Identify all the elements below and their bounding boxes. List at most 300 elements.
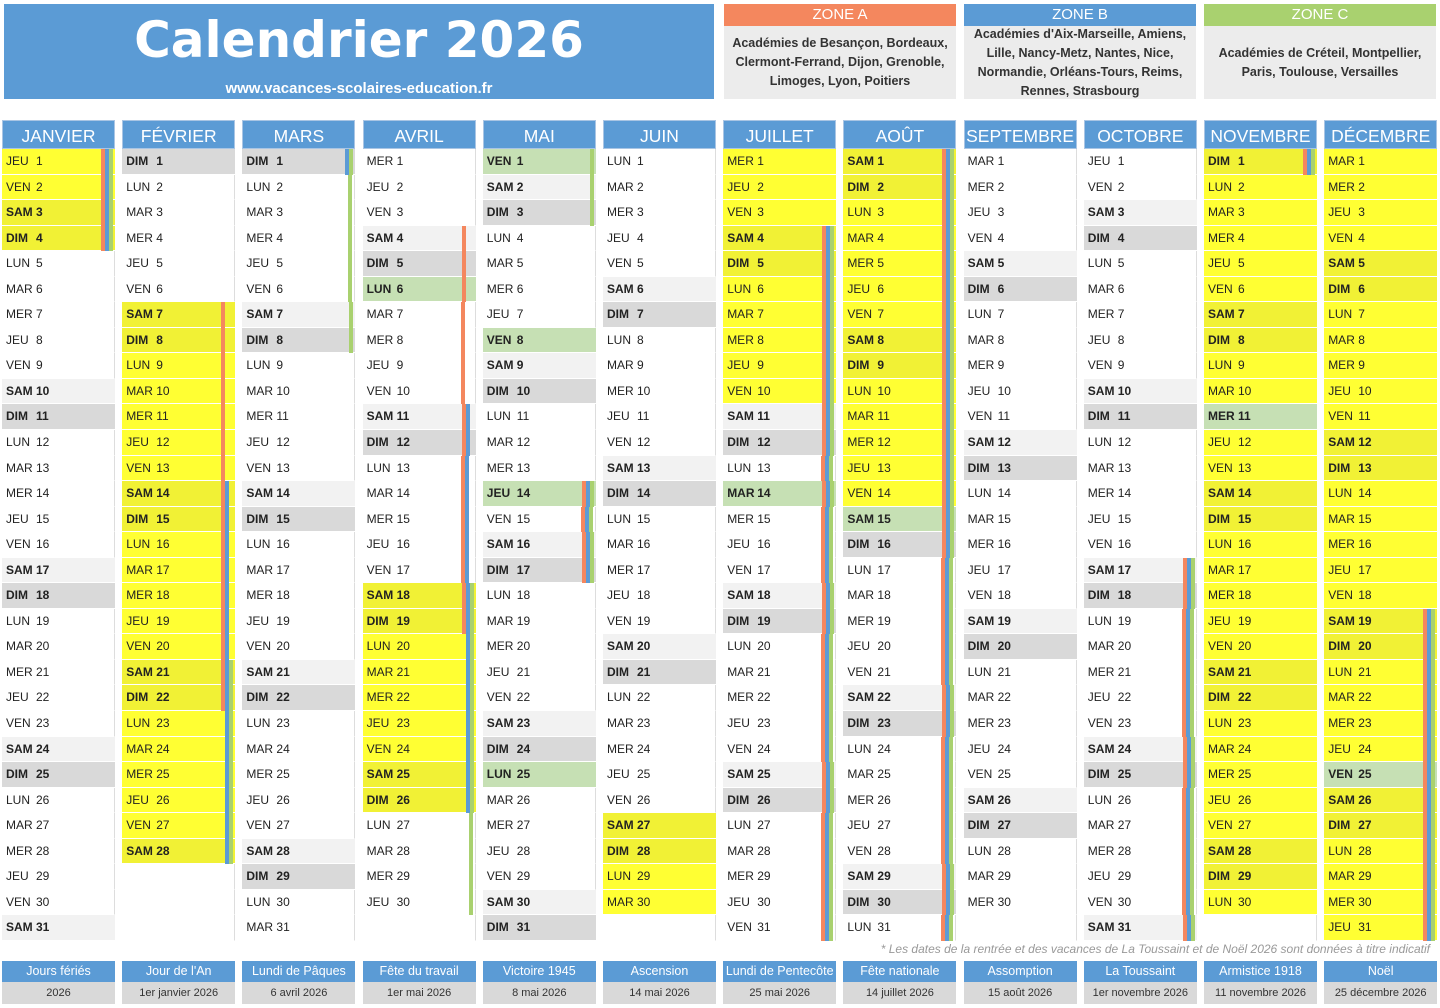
day-cell[interactable]	[603, 251, 716, 277]
day-cell[interactable]	[1324, 175, 1437, 201]
day-cell[interactable]	[1324, 481, 1437, 507]
day-cell[interactable]	[843, 175, 956, 201]
day-cell[interactable]	[1324, 634, 1437, 660]
day-cell[interactable]	[723, 404, 836, 430]
day-cell[interactable]	[964, 456, 1077, 482]
day-cell[interactable]	[1204, 711, 1317, 737]
day-cell[interactable]	[1324, 430, 1437, 456]
day-cell[interactable]	[1084, 430, 1197, 456]
day-cell[interactable]	[122, 277, 235, 303]
day-cell[interactable]	[843, 328, 956, 354]
day-cell[interactable]	[603, 864, 716, 890]
day-cell[interactable]	[122, 660, 235, 686]
day-cell[interactable]	[483, 660, 596, 686]
day-cell[interactable]	[1324, 302, 1437, 328]
day-cell[interactable]	[1324, 890, 1437, 916]
day-cell[interactable]	[1204, 175, 1317, 201]
day-cell[interactable]	[1084, 481, 1197, 507]
day-cell[interactable]	[122, 481, 235, 507]
day-cell[interactable]	[1084, 813, 1197, 839]
day-cell[interactable]	[1084, 175, 1197, 201]
day-cell[interactable]	[1204, 277, 1317, 303]
day-cell[interactable]	[363, 583, 476, 609]
day-cell[interactable]	[843, 839, 956, 865]
day-cell[interactable]	[843, 685, 956, 711]
day-cell[interactable]	[1324, 711, 1437, 737]
day-cell[interactable]	[483, 558, 596, 584]
day-cell[interactable]	[1084, 507, 1197, 533]
day-cell[interactable]	[843, 226, 956, 252]
day-cell[interactable]	[1204, 634, 1317, 660]
day-cell[interactable]	[2, 685, 115, 711]
day-cell[interactable]	[723, 430, 836, 456]
day-cell[interactable]	[122, 609, 235, 635]
day-cell[interactable]	[363, 813, 476, 839]
day-cell[interactable]	[1084, 634, 1197, 660]
day-cell[interactable]	[1324, 864, 1437, 890]
day-cell[interactable]	[964, 404, 1077, 430]
day-cell[interactable]	[603, 762, 716, 788]
day-cell[interactable]	[242, 915, 355, 941]
day-cell[interactable]	[122, 226, 235, 252]
day-cell[interactable]	[2, 507, 115, 533]
day-cell[interactable]	[1324, 532, 1437, 558]
day-cell[interactable]	[723, 864, 836, 890]
day-cell[interactable]	[964, 558, 1077, 584]
day-cell[interactable]	[242, 737, 355, 763]
day-cell[interactable]	[122, 685, 235, 711]
day-cell[interactable]	[363, 149, 476, 175]
day-cell[interactable]	[1204, 328, 1317, 354]
day-cell[interactable]	[843, 634, 956, 660]
day-cell[interactable]	[603, 711, 716, 737]
day-cell[interactable]	[1324, 277, 1437, 303]
day-cell[interactable]	[483, 251, 596, 277]
day-cell[interactable]	[723, 175, 836, 201]
day-cell[interactable]	[1324, 813, 1437, 839]
day-cell[interactable]	[1204, 609, 1317, 635]
day-cell[interactable]	[964, 328, 1077, 354]
day-cell[interactable]	[1324, 685, 1437, 711]
day-cell[interactable]	[363, 864, 476, 890]
day-cell[interactable]	[242, 149, 355, 175]
day-cell[interactable]	[1204, 404, 1317, 430]
day-cell[interactable]	[122, 839, 235, 865]
day-cell[interactable]	[2, 762, 115, 788]
day-cell[interactable]	[122, 404, 235, 430]
day-cell[interactable]	[483, 430, 596, 456]
day-cell[interactable]	[723, 660, 836, 686]
day-cell[interactable]	[964, 251, 1077, 277]
day-cell[interactable]	[843, 251, 956, 277]
day-cell[interactable]	[1084, 302, 1197, 328]
day-cell[interactable]	[1084, 532, 1197, 558]
day-cell[interactable]	[242, 609, 355, 635]
day-cell[interactable]	[242, 251, 355, 277]
day-cell[interactable]	[483, 583, 596, 609]
day-cell[interactable]	[603, 379, 716, 405]
day-cell[interactable]	[603, 890, 716, 916]
day-cell[interactable]	[843, 737, 956, 763]
day-cell[interactable]	[1204, 583, 1317, 609]
day-cell[interactable]	[723, 302, 836, 328]
day-cell[interactable]	[1324, 762, 1437, 788]
day-cell[interactable]	[242, 762, 355, 788]
day-cell[interactable]	[363, 660, 476, 686]
day-cell[interactable]	[723, 251, 836, 277]
day-cell[interactable]	[242, 277, 355, 303]
day-cell[interactable]	[483, 481, 596, 507]
day-cell[interactable]	[603, 813, 716, 839]
day-cell[interactable]	[964, 481, 1077, 507]
day-cell[interactable]	[723, 890, 836, 916]
day-cell[interactable]	[483, 404, 596, 430]
day-cell[interactable]	[2, 456, 115, 482]
day-cell[interactable]	[843, 277, 956, 303]
day-cell[interactable]	[363, 839, 476, 865]
day-cell[interactable]	[964, 379, 1077, 405]
day-cell[interactable]	[964, 762, 1077, 788]
day-cell[interactable]	[363, 481, 476, 507]
day-cell[interactable]	[2, 404, 115, 430]
day-cell[interactable]	[964, 532, 1077, 558]
day-cell[interactable]	[603, 839, 716, 865]
day-cell[interactable]	[1204, 839, 1317, 865]
day-cell[interactable]	[363, 175, 476, 201]
day-cell[interactable]	[1084, 660, 1197, 686]
day-cell[interactable]	[242, 353, 355, 379]
day-cell[interactable]	[242, 532, 355, 558]
day-cell[interactable]	[483, 149, 596, 175]
day-cell[interactable]	[242, 788, 355, 814]
day-cell[interactable]	[964, 175, 1077, 201]
day-cell[interactable]	[122, 302, 235, 328]
day-cell[interactable]	[122, 737, 235, 763]
day-cell[interactable]	[843, 456, 956, 482]
day-cell[interactable]	[2, 532, 115, 558]
day-cell[interactable]	[363, 558, 476, 584]
day-cell[interactable]	[1084, 558, 1197, 584]
day-cell[interactable]	[363, 430, 476, 456]
day-cell[interactable]	[483, 277, 596, 303]
day-cell[interactable]	[1204, 456, 1317, 482]
day-cell[interactable]	[1324, 737, 1437, 763]
day-cell[interactable]	[603, 226, 716, 252]
day-cell[interactable]	[1324, 507, 1437, 533]
day-cell[interactable]	[483, 456, 596, 482]
day-cell[interactable]	[603, 200, 716, 226]
day-cell[interactable]	[843, 813, 956, 839]
day-cell[interactable]	[1084, 404, 1197, 430]
day-cell[interactable]	[1324, 839, 1437, 865]
day-cell[interactable]	[964, 200, 1077, 226]
day-cell[interactable]	[2, 379, 115, 405]
day-cell[interactable]	[964, 609, 1077, 635]
day-cell[interactable]	[242, 583, 355, 609]
day-cell[interactable]	[2, 481, 115, 507]
day-cell[interactable]	[363, 302, 476, 328]
day-cell[interactable]	[2, 302, 115, 328]
day-cell[interactable]	[1084, 583, 1197, 609]
day-cell[interactable]	[483, 737, 596, 763]
day-cell[interactable]	[1324, 200, 1437, 226]
day-cell[interactable]	[2, 353, 115, 379]
day-cell[interactable]	[242, 302, 355, 328]
day-cell[interactable]	[603, 175, 716, 201]
day-cell[interactable]	[2, 711, 115, 737]
day-cell[interactable]	[122, 532, 235, 558]
day-cell[interactable]	[603, 532, 716, 558]
day-cell[interactable]	[483, 634, 596, 660]
day-cell[interactable]	[723, 353, 836, 379]
day-cell[interactable]	[603, 685, 716, 711]
day-cell[interactable]	[723, 456, 836, 482]
day-cell[interactable]	[483, 507, 596, 533]
day-cell[interactable]	[723, 558, 836, 584]
day-cell[interactable]	[1084, 328, 1197, 354]
day-cell[interactable]	[363, 328, 476, 354]
day-cell[interactable]	[1204, 200, 1317, 226]
day-cell[interactable]	[1204, 481, 1317, 507]
day-cell[interactable]	[1084, 379, 1197, 405]
day-cell[interactable]	[1324, 379, 1437, 405]
day-cell[interactable]	[1204, 149, 1317, 175]
day-cell[interactable]	[242, 558, 355, 584]
day-cell[interactable]	[964, 634, 1077, 660]
day-cell[interactable]	[1204, 302, 1317, 328]
day-cell[interactable]	[723, 813, 836, 839]
day-cell[interactable]	[2, 328, 115, 354]
day-cell[interactable]	[483, 864, 596, 890]
day-cell[interactable]	[603, 277, 716, 303]
day-cell[interactable]	[2, 226, 115, 252]
website-link[interactable]: www.vacances-scolaires-education.fr	[225, 80, 493, 97]
day-cell[interactable]	[723, 328, 836, 354]
day-cell[interactable]	[603, 302, 716, 328]
day-cell[interactable]	[122, 379, 235, 405]
day-cell[interactable]	[603, 481, 716, 507]
day-cell[interactable]	[603, 737, 716, 763]
day-cell[interactable]	[483, 839, 596, 865]
day-cell[interactable]	[964, 353, 1077, 379]
day-cell[interactable]	[843, 660, 956, 686]
day-cell[interactable]	[843, 609, 956, 635]
day-cell[interactable]	[1324, 226, 1437, 252]
day-cell[interactable]	[964, 149, 1077, 175]
day-cell[interactable]	[122, 711, 235, 737]
day-cell[interactable]	[122, 583, 235, 609]
day-cell[interactable]	[723, 583, 836, 609]
day-cell[interactable]	[1204, 558, 1317, 584]
day-cell[interactable]	[723, 149, 836, 175]
day-cell[interactable]	[2, 277, 115, 303]
day-cell[interactable]	[242, 890, 355, 916]
day-cell[interactable]	[723, 915, 836, 941]
day-cell[interactable]	[363, 200, 476, 226]
day-cell[interactable]	[483, 175, 596, 201]
day-cell[interactable]	[483, 200, 596, 226]
day-cell[interactable]	[843, 532, 956, 558]
day-cell[interactable]	[603, 507, 716, 533]
day-cell[interactable]	[1204, 532, 1317, 558]
day-cell[interactable]	[1084, 762, 1197, 788]
day-cell[interactable]	[1084, 864, 1197, 890]
day-cell[interactable]	[363, 890, 476, 916]
day-cell[interactable]	[122, 353, 235, 379]
day-cell[interactable]	[242, 175, 355, 201]
day-cell[interactable]	[723, 737, 836, 763]
day-cell[interactable]	[363, 685, 476, 711]
day-cell[interactable]	[483, 711, 596, 737]
day-cell[interactable]	[363, 737, 476, 763]
day-cell[interactable]	[2, 915, 115, 941]
day-cell[interactable]	[1324, 404, 1437, 430]
day-cell[interactable]	[1324, 609, 1437, 635]
day-cell[interactable]	[242, 839, 355, 865]
day-cell[interactable]	[1204, 737, 1317, 763]
day-cell[interactable]	[1084, 915, 1197, 941]
day-cell[interactable]	[723, 379, 836, 405]
day-cell[interactable]	[2, 737, 115, 763]
day-cell[interactable]	[723, 762, 836, 788]
day-cell[interactable]	[363, 251, 476, 277]
day-cell[interactable]	[843, 890, 956, 916]
day-cell[interactable]	[2, 558, 115, 584]
day-cell[interactable]	[242, 634, 355, 660]
day-cell[interactable]	[603, 660, 716, 686]
day-cell[interactable]	[964, 302, 1077, 328]
day-cell[interactable]	[1324, 915, 1437, 941]
day-cell[interactable]	[242, 660, 355, 686]
day-cell[interactable]	[1084, 200, 1197, 226]
day-cell[interactable]	[1084, 839, 1197, 865]
day-cell[interactable]	[242, 481, 355, 507]
day-cell[interactable]	[723, 839, 836, 865]
day-cell[interactable]	[1084, 890, 1197, 916]
day-cell[interactable]	[2, 583, 115, 609]
day-cell[interactable]	[122, 456, 235, 482]
day-cell[interactable]	[242, 328, 355, 354]
day-cell[interactable]	[843, 507, 956, 533]
day-cell[interactable]	[483, 788, 596, 814]
day-cell[interactable]	[843, 149, 956, 175]
day-cell[interactable]	[242, 711, 355, 737]
day-cell[interactable]	[2, 864, 115, 890]
day-cell[interactable]	[483, 328, 596, 354]
day-cell[interactable]	[363, 353, 476, 379]
day-cell[interactable]	[723, 277, 836, 303]
day-cell[interactable]	[843, 558, 956, 584]
day-cell[interactable]	[1084, 149, 1197, 175]
day-cell[interactable]	[363, 226, 476, 252]
day-cell[interactable]	[2, 813, 115, 839]
day-cell[interactable]	[242, 685, 355, 711]
day-cell[interactable]	[964, 583, 1077, 609]
day-cell[interactable]	[843, 762, 956, 788]
day-cell[interactable]	[242, 864, 355, 890]
day-cell[interactable]	[483, 762, 596, 788]
day-cell[interactable]	[964, 788, 1077, 814]
day-cell[interactable]	[1204, 430, 1317, 456]
day-cell[interactable]	[363, 277, 476, 303]
day-cell[interactable]	[964, 430, 1077, 456]
day-cell[interactable]	[603, 583, 716, 609]
day-cell[interactable]	[1084, 226, 1197, 252]
day-cell[interactable]	[964, 660, 1077, 686]
day-cell[interactable]	[363, 711, 476, 737]
day-cell[interactable]	[964, 839, 1077, 865]
day-cell[interactable]	[363, 762, 476, 788]
day-cell[interactable]	[242, 507, 355, 533]
day-cell[interactable]	[603, 456, 716, 482]
day-cell[interactable]	[242, 813, 355, 839]
day-cell[interactable]	[242, 430, 355, 456]
day-cell[interactable]	[1324, 788, 1437, 814]
day-cell[interactable]	[1324, 251, 1437, 277]
day-cell[interactable]	[483, 890, 596, 916]
day-cell[interactable]	[723, 226, 836, 252]
day-cell[interactable]	[363, 404, 476, 430]
day-cell[interactable]	[1324, 353, 1437, 379]
day-cell[interactable]	[1084, 353, 1197, 379]
day-cell[interactable]	[1204, 660, 1317, 686]
day-cell[interactable]	[1324, 660, 1437, 686]
day-cell[interactable]	[2, 175, 115, 201]
day-cell[interactable]	[483, 813, 596, 839]
day-cell[interactable]	[603, 328, 716, 354]
day-cell[interactable]	[122, 788, 235, 814]
day-cell[interactable]	[483, 532, 596, 558]
day-cell[interactable]	[483, 379, 596, 405]
day-cell[interactable]	[1324, 456, 1437, 482]
day-cell[interactable]	[122, 430, 235, 456]
day-cell[interactable]	[1204, 813, 1317, 839]
day-cell[interactable]	[964, 813, 1077, 839]
day-cell[interactable]	[363, 379, 476, 405]
day-cell[interactable]	[964, 737, 1077, 763]
day-cell[interactable]	[2, 200, 115, 226]
day-cell[interactable]	[2, 609, 115, 635]
day-cell[interactable]	[723, 609, 836, 635]
day-cell[interactable]	[1204, 788, 1317, 814]
day-cell[interactable]	[122, 200, 235, 226]
day-cell[interactable]	[843, 302, 956, 328]
day-cell[interactable]	[242, 226, 355, 252]
day-cell[interactable]	[122, 762, 235, 788]
day-cell[interactable]	[1324, 583, 1437, 609]
day-cell[interactable]	[1084, 609, 1197, 635]
day-cell[interactable]	[1204, 762, 1317, 788]
day-cell[interactable]	[843, 404, 956, 430]
day-cell[interactable]	[843, 430, 956, 456]
day-cell[interactable]	[122, 813, 235, 839]
day-cell[interactable]	[363, 788, 476, 814]
day-cell[interactable]	[843, 915, 956, 941]
day-cell[interactable]	[242, 200, 355, 226]
day-cell[interactable]	[1084, 737, 1197, 763]
day-cell[interactable]	[964, 711, 1077, 737]
day-cell[interactable]	[122, 328, 235, 354]
day-cell[interactable]	[1084, 456, 1197, 482]
day-cell[interactable]	[2, 890, 115, 916]
day-cell[interactable]	[843, 864, 956, 890]
day-cell[interactable]	[603, 149, 716, 175]
day-cell[interactable]	[843, 711, 956, 737]
day-cell[interactable]	[122, 251, 235, 277]
day-cell[interactable]	[2, 251, 115, 277]
day-cell[interactable]	[1084, 277, 1197, 303]
day-cell[interactable]	[122, 634, 235, 660]
